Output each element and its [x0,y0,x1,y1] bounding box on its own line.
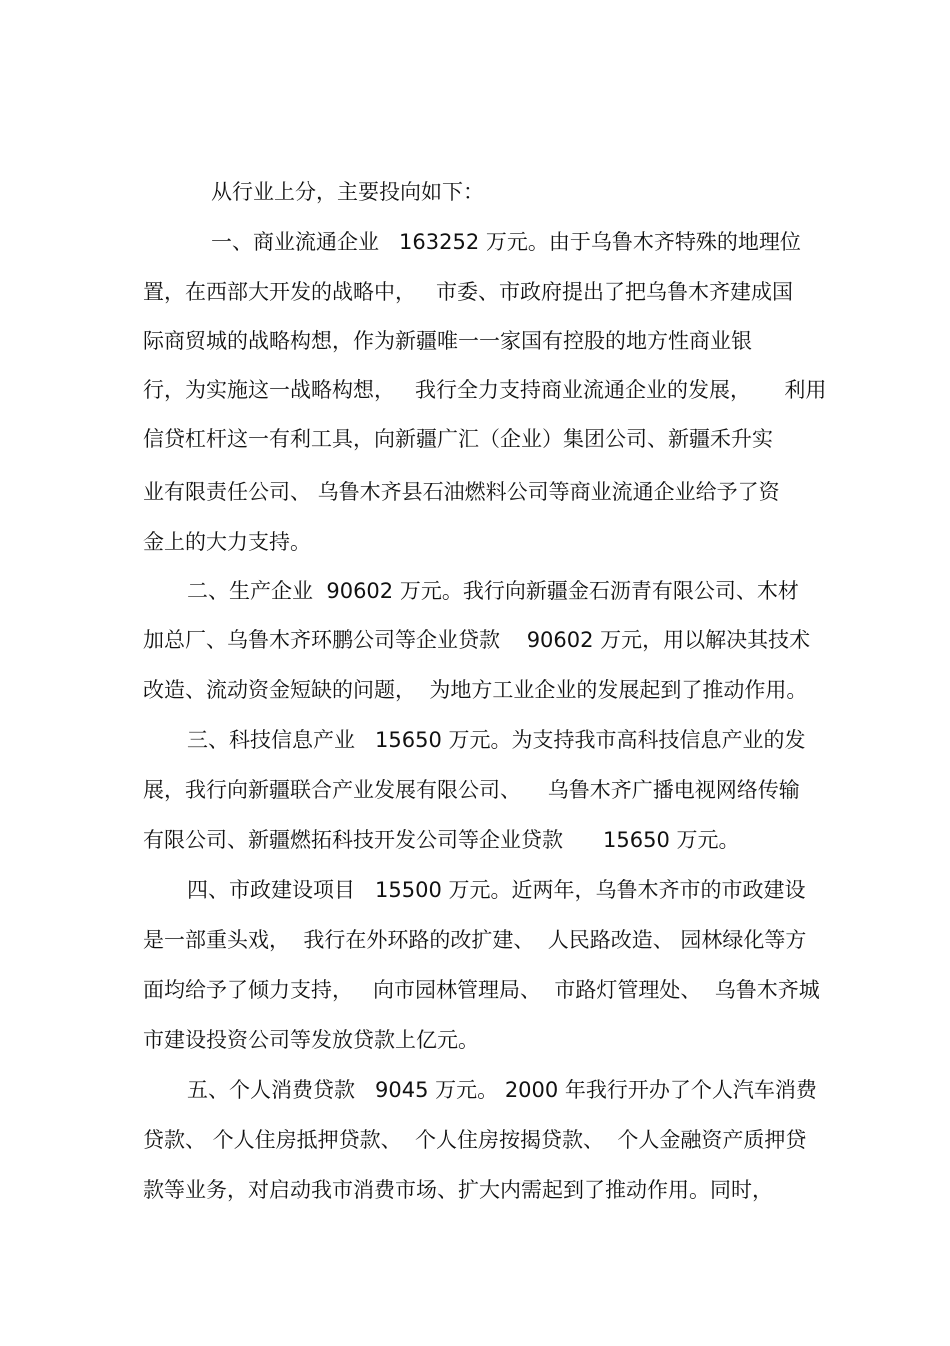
text-line: 展，我行向新疆联合产业发展有限公司、 乌鲁木齐广播电视网络传输 [143,778,800,802]
text-line: 行，为实施这一战略构想， 我行全力支持商业流通企业的发展， 利用 [143,378,827,402]
text-line: 款等业务，对启动我市消费市场、扩大内需起到了推动作用。同时， [143,1178,773,1202]
text-line: 信贷杠杆这一有利工具，向新疆广汇（企业）集团公司、新疆禾升实 [143,427,773,451]
text-line: 是一部重头戏， 我行在外环路的改扩建、 人民路改造、 园林绿化等方 [143,928,807,952]
text-line: 面均给予了倾力支持， 向市园林管理局、 市路灯管理处、 乌鲁木齐城 [143,978,820,1002]
text-line: 有限公司、新疆燃拓科技开发公司等企业贷款 15650 万元。 [143,828,740,852]
text-line: 际商贸城的战略构想，作为新疆唯一一家国有控股的地方性商业银 [143,329,752,353]
text-line: 四、市政建设项目 15500 万元。近两年，乌鲁木齐市的市政建设 [187,878,806,902]
text-line: 五、个人消费贷款 9045 万元。 2000 年我行开办了个人汽车消费 [187,1078,817,1102]
text-line: 改造、流动资金短缺的问题， 为地方工业企业的发展起到了推动作用。 [143,678,808,702]
text-line: 从行业上分，主要投向如下： [211,180,484,204]
text-line: 市建设投资公司等发放贷款上亿元。 [143,1028,479,1052]
text-line: 一、商业流通企业 163252 万元。由于乌鲁木齐特殊的地理位 [211,230,801,254]
text-line: 贷款、 个人住房抵押贷款、 个人住房按揭贷款、 个人金融资产质押贷 [143,1128,807,1152]
text-line: 加总厂、乌鲁木齐环鹏公司等企业贷款 90602 万元，用以解决其技术 [143,628,811,652]
text-line: 置，在西部大开发的战略中， 市委、市政府提出了把乌鲁木齐建成国 [143,280,794,304]
text-line: 三、科技信息产业 15650 万元。为支持我市高科技信息产业的发 [187,728,806,752]
text-line: 金上的大力支持。 [143,530,311,554]
text-line: 业有限责任公司、 乌鲁木齐县石油燃料公司等商业流通企业给予了资 [143,480,780,504]
text-line: 二、生产企业 90602 万元。我行向新疆金石沥青有限公司、木材 [187,579,799,603]
